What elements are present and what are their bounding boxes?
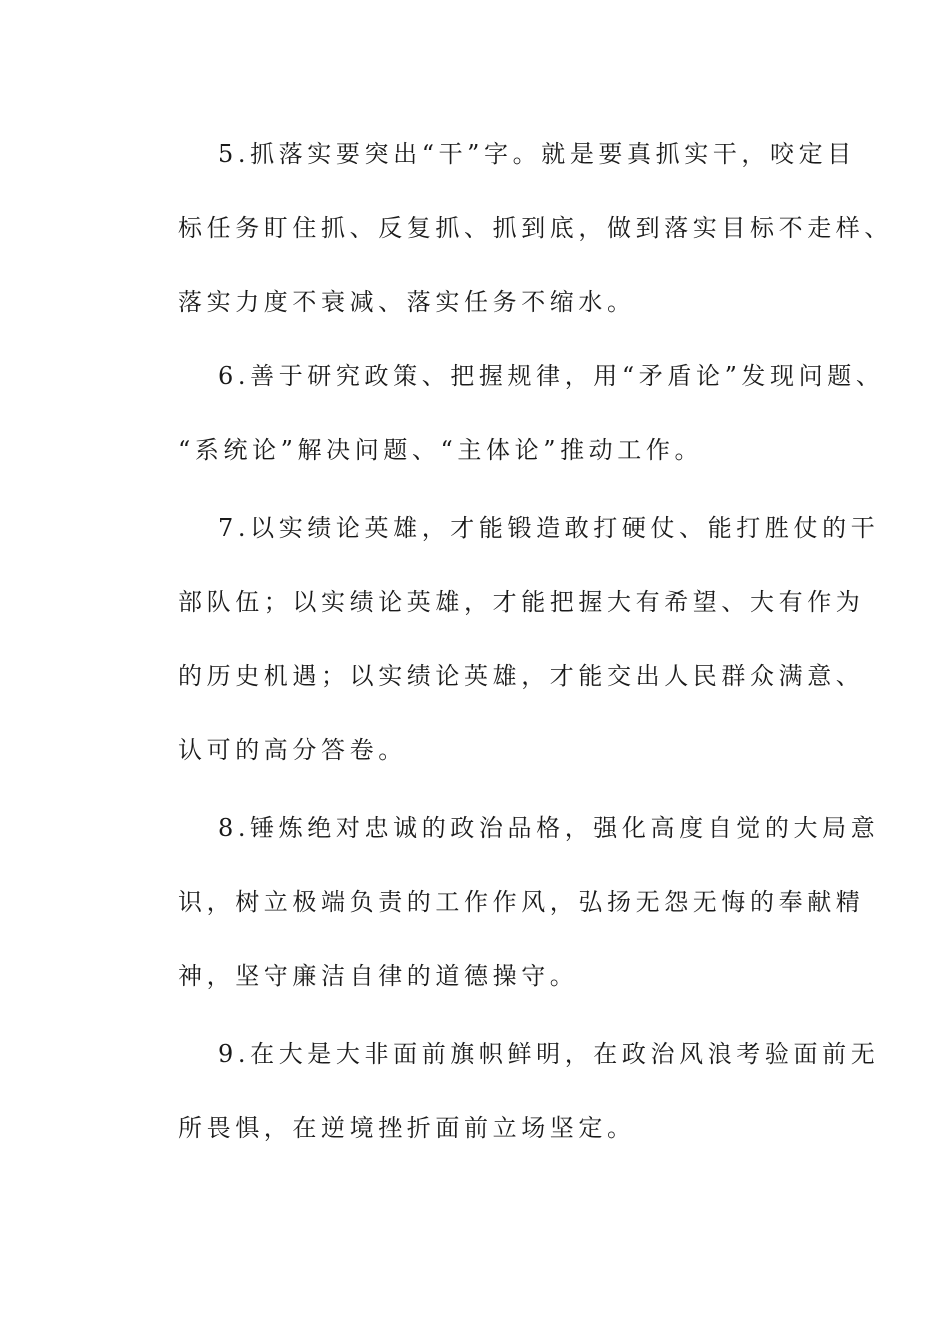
paragraph-7-line-2: 部队伍；以实绩论英雄，才能把握大有希望、大有作为 — [178, 588, 865, 616]
paragraph-9-line-2: 所畏惧，在逆境挫折面前立场坚定。 — [178, 1114, 636, 1142]
paragraph-7-line-4: 认可的高分答卷。 — [178, 736, 407, 764]
paragraph-9-line-1: 9.在大是大非面前旗帜鲜明，在政治风浪考验面前无 — [218, 1040, 880, 1068]
paragraph-7-line-3: 的历史机遇；以实绩论英雄，才能交出人民群众满意、 — [178, 662, 865, 690]
paragraph-5-line-2: 标任务盯住抓、反复抓、抓到底，做到落实目标不走样、 — [178, 214, 893, 242]
paragraph-8-line-1: 8.锤炼绝对忠诚的政治品格，强化高度自觉的大局意 — [218, 814, 880, 842]
paragraph-6-line-1: 6.善于研究政策、把握规律，用“矛盾论”发现问题、 — [218, 362, 885, 390]
paragraph-7-line-1: 7.以实绩论英雄，才能锻造敢打硬仗、能打胜仗的干 — [218, 514, 880, 542]
paragraph-5-line-3: 落实力度不衰减、落实任务不缩水。 — [178, 288, 636, 316]
paragraph-8-line-2: 识，树立极端负责的工作作风，弘扬无怨无悔的奉献精 — [178, 888, 865, 916]
paragraph-5-line-1: 5.抓落实要突出“干”字。就是要真抓实干，咬定目 — [218, 140, 856, 168]
paragraph-6-line-2: “系统论”解决问题、“主体论”推动工作。 — [178, 436, 704, 464]
paragraph-8-line-3: 神，坚守廉洁自律的道德操守。 — [178, 962, 579, 990]
